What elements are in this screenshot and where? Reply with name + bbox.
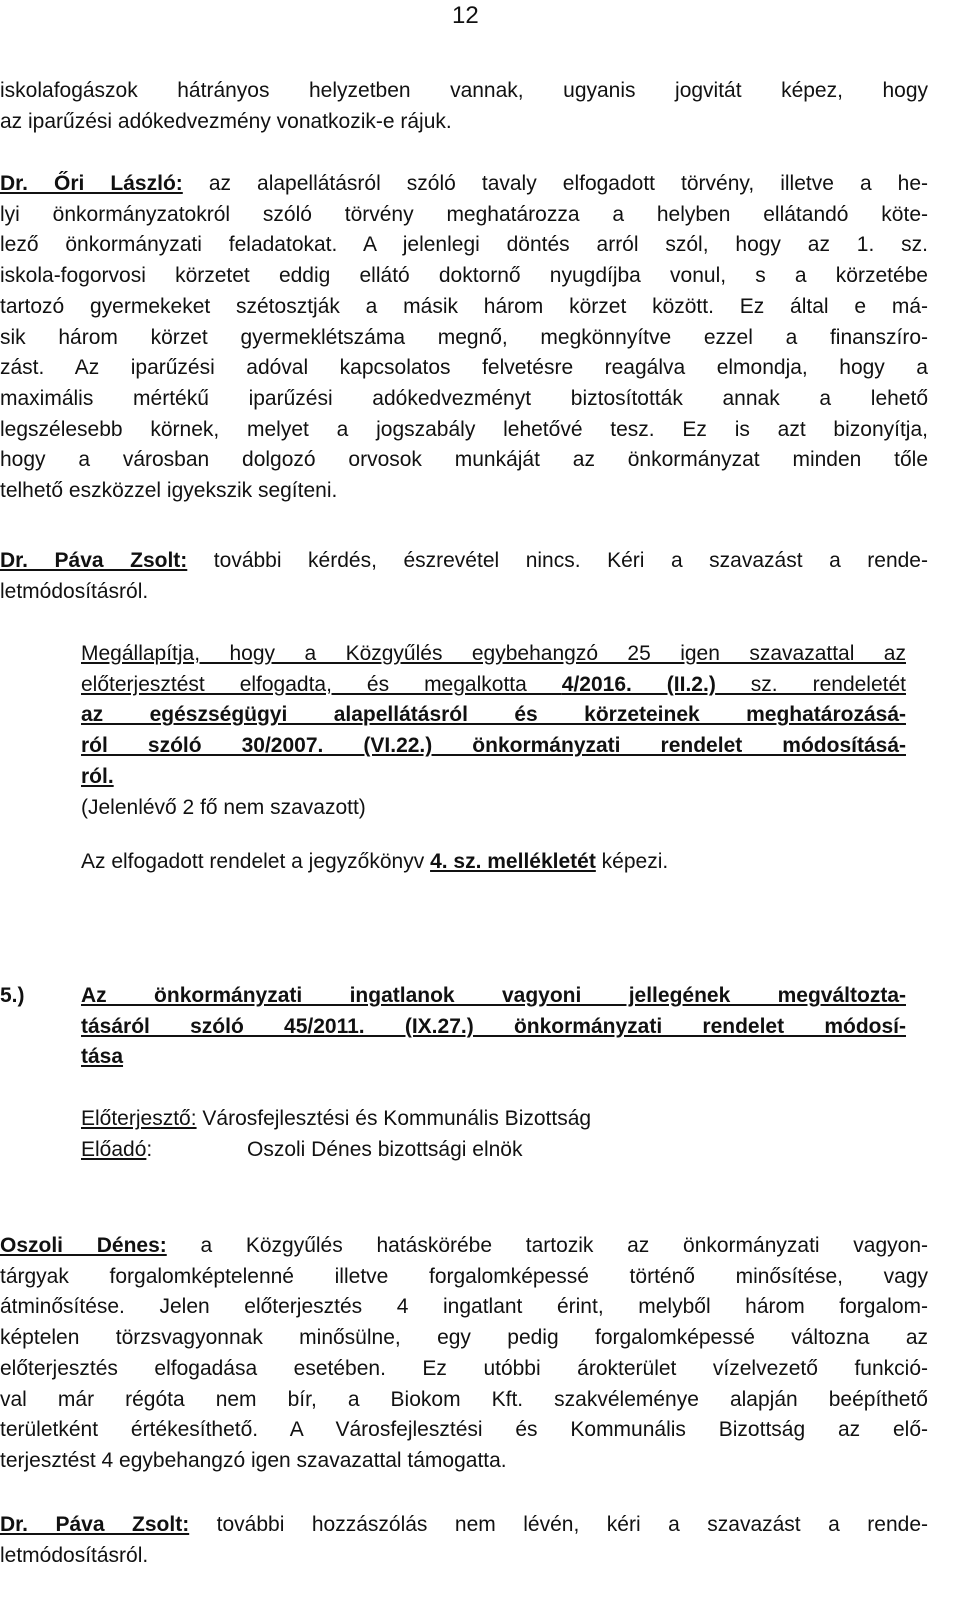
regulation-title: ról szóló 30/2007. (VI.22.) önkormányzati rendelet módosításá- — [81, 734, 906, 758]
text-line — [0, 169, 928, 200]
text-line: maximális mértékű iparűzési adókedvezményt biztosították annak a lehető — [0, 386, 928, 410]
regulation-title: az egészségügyi alapellátásról és körzeteinek meghatározásá- — [81, 703, 906, 727]
annex-line — [81, 847, 906, 878]
text-line: iskolafogászok hátrányos helyzetben vannak, ugyanis jogvitát képez, hogy — [0, 79, 928, 102]
presenter-label: Előadó — [81, 1137, 147, 1161]
text-line: tárgyak forgalomképtelenné illetve forgalomképessé történő minősítése, vagy — [0, 1264, 928, 1288]
text-run: sz. rendeletét — [715, 672, 906, 696]
text-run: további kérdés, észrevétel nincs. Kéri a szavazást a rende- — [187, 549, 928, 572]
text-line — [81, 1012, 906, 1043]
regulation-number: 4/2016. (II.2.) — [561, 672, 716, 696]
proposer-info — [81, 1104, 906, 1165]
text-line — [81, 700, 906, 731]
absent-note: (Jelenlévő 2 fő nem szavazott) — [81, 795, 366, 819]
text-line — [0, 1510, 928, 1541]
text-line — [81, 981, 906, 1012]
agenda-item-number: 5.) — [0, 984, 25, 1007]
agenda-item-title — [81, 981, 906, 1073]
title-text: tása — [81, 1045, 124, 1069]
proposer-value: Városfejlesztési és Kommunális Bizottság — [196, 1107, 592, 1130]
text-line — [0, 546, 928, 577]
speaker-name: Dr. Páva Zsolt: — [0, 549, 188, 572]
presenter-label-wrap — [81, 1135, 247, 1166]
text-line: zást. Az iparűzési adóval kapcsolatos felvetésre reagálva elmondja, hogy a — [0, 356, 928, 380]
text-line — [81, 1042, 906, 1073]
text-line: átminősítése. Jelen előterjesztés 4 ingatlant érint, melyből három forgalom- — [0, 1295, 928, 1319]
text-line: képtelen törzsvagyonnak minősülne, egy pedig forgalomképessé változna az — [0, 1326, 928, 1350]
paragraph-pava-zsolt-2 — [0, 1510, 928, 1571]
text-line: val már régóta nem bír, a Biokom Kft. szakvéleménye alapján beépíthető — [0, 1387, 928, 1411]
text-line — [81, 731, 906, 762]
text-line: letmódosításról. — [0, 1543, 149, 1567]
proposer-label: Előterjesztő: — [81, 1107, 197, 1130]
text-run: képezi. — [595, 850, 669, 874]
title-text: Az önkormányzati ingatlanok vagyoni jellegének megváltozta- — [81, 984, 906, 1007]
proposer-line — [81, 1104, 906, 1135]
text-run: a Közgyűlés hatáskörébe tartozik az önkormányzati vagyon- — [166, 1234, 928, 1257]
presenter-line — [81, 1135, 906, 1166]
paragraph-ori-laszlo — [0, 169, 928, 507]
speaker-name: Oszoli Dénes: — [0, 1234, 167, 1257]
text-run: Az elfogadott rendelet a jegyzőkönyv — [81, 850, 431, 874]
speaker-name: Dr. Páva Zsolt: — [0, 1513, 190, 1536]
annex-reference: 4. sz. mellékletét — [430, 850, 596, 874]
text-line: tartozó gyermekeket szétosztják a másik három körzet között. Ez által e má- — [0, 294, 928, 318]
text-line: lyi önkormányzatokról szóló törvény meghatározza a helyben ellátandó köte- — [0, 202, 928, 226]
presenter-value: Oszoli Dénes bizottsági elnök — [247, 1137, 523, 1161]
speaker-name: Dr. Őri László: — [0, 172, 183, 195]
paragraph-oszoli-denes — [0, 1231, 928, 1477]
text-line: legszélesebb körnek, melyet a jogszabály lehetővé tesz. Ez is azt bizonyítja, — [0, 417, 928, 441]
text-line — [81, 762, 906, 793]
regulation-title: ról. — [81, 764, 114, 788]
presenter-colon: : — [146, 1137, 153, 1161]
text-run: további hozzászólás nem lévén, kéri a szavazást a rende- — [189, 1513, 928, 1536]
paragraph-continuation — [0, 76, 928, 137]
text-line: előterjesztés elfogadása esetében. Ez utóbbi árokterület vízelvezető funkció- — [0, 1356, 928, 1380]
text-line: lező önkormányzati feladatokat. A jelenlegi döntés arról szól, hogy az 1. sz. — [0, 233, 928, 257]
title-text: tásáról szóló 45/2011. (IX.27.) önkormányzati rendelet módosí- — [81, 1014, 906, 1038]
text-line: letmódosításról. — [0, 579, 149, 603]
text-line: hogy a városban dolgozó orvosok munkáját az önkormányzat minden tőle — [0, 448, 928, 472]
text-line: terjesztést 4 egybehangzó igen szavazattal támogatta. — [0, 1448, 507, 1472]
page-number: 12 — [452, 2, 479, 29]
text-line: területként értékesíthető. A Városfejlesztési és Kommunális Bizottság az elő- — [0, 1418, 928, 1442]
text-line: iskola-fogorvosi körzetet eddig ellátó doktornő nyugdíjba vonul, s a körzetébe — [0, 264, 928, 288]
text-line: telhető eszközzel igyekszik segíteni. — [0, 479, 338, 503]
text-line: az iparűzési adókedvezmény vonatkozik-e rájuk. — [0, 109, 452, 133]
text-line — [81, 670, 906, 701]
decision-block — [81, 639, 906, 878]
text-line: sik három körzet gyermeklétszáma megnő, megkönnyítve ezzel a finanszíro- — [0, 325, 928, 349]
paragraph-pava-zsolt — [0, 546, 928, 607]
text-line: Megállapítja, hogy a Közgyűlés egybehangzó 25 igen szavazattal az — [81, 642, 906, 665]
text-line — [0, 1231, 928, 1262]
text-run: az alapellátásról szóló tavaly elfogadott törvény, illetve a he- — [182, 172, 929, 195]
text-run: előterjesztést elfogadta, és megalkotta — [81, 672, 562, 696]
